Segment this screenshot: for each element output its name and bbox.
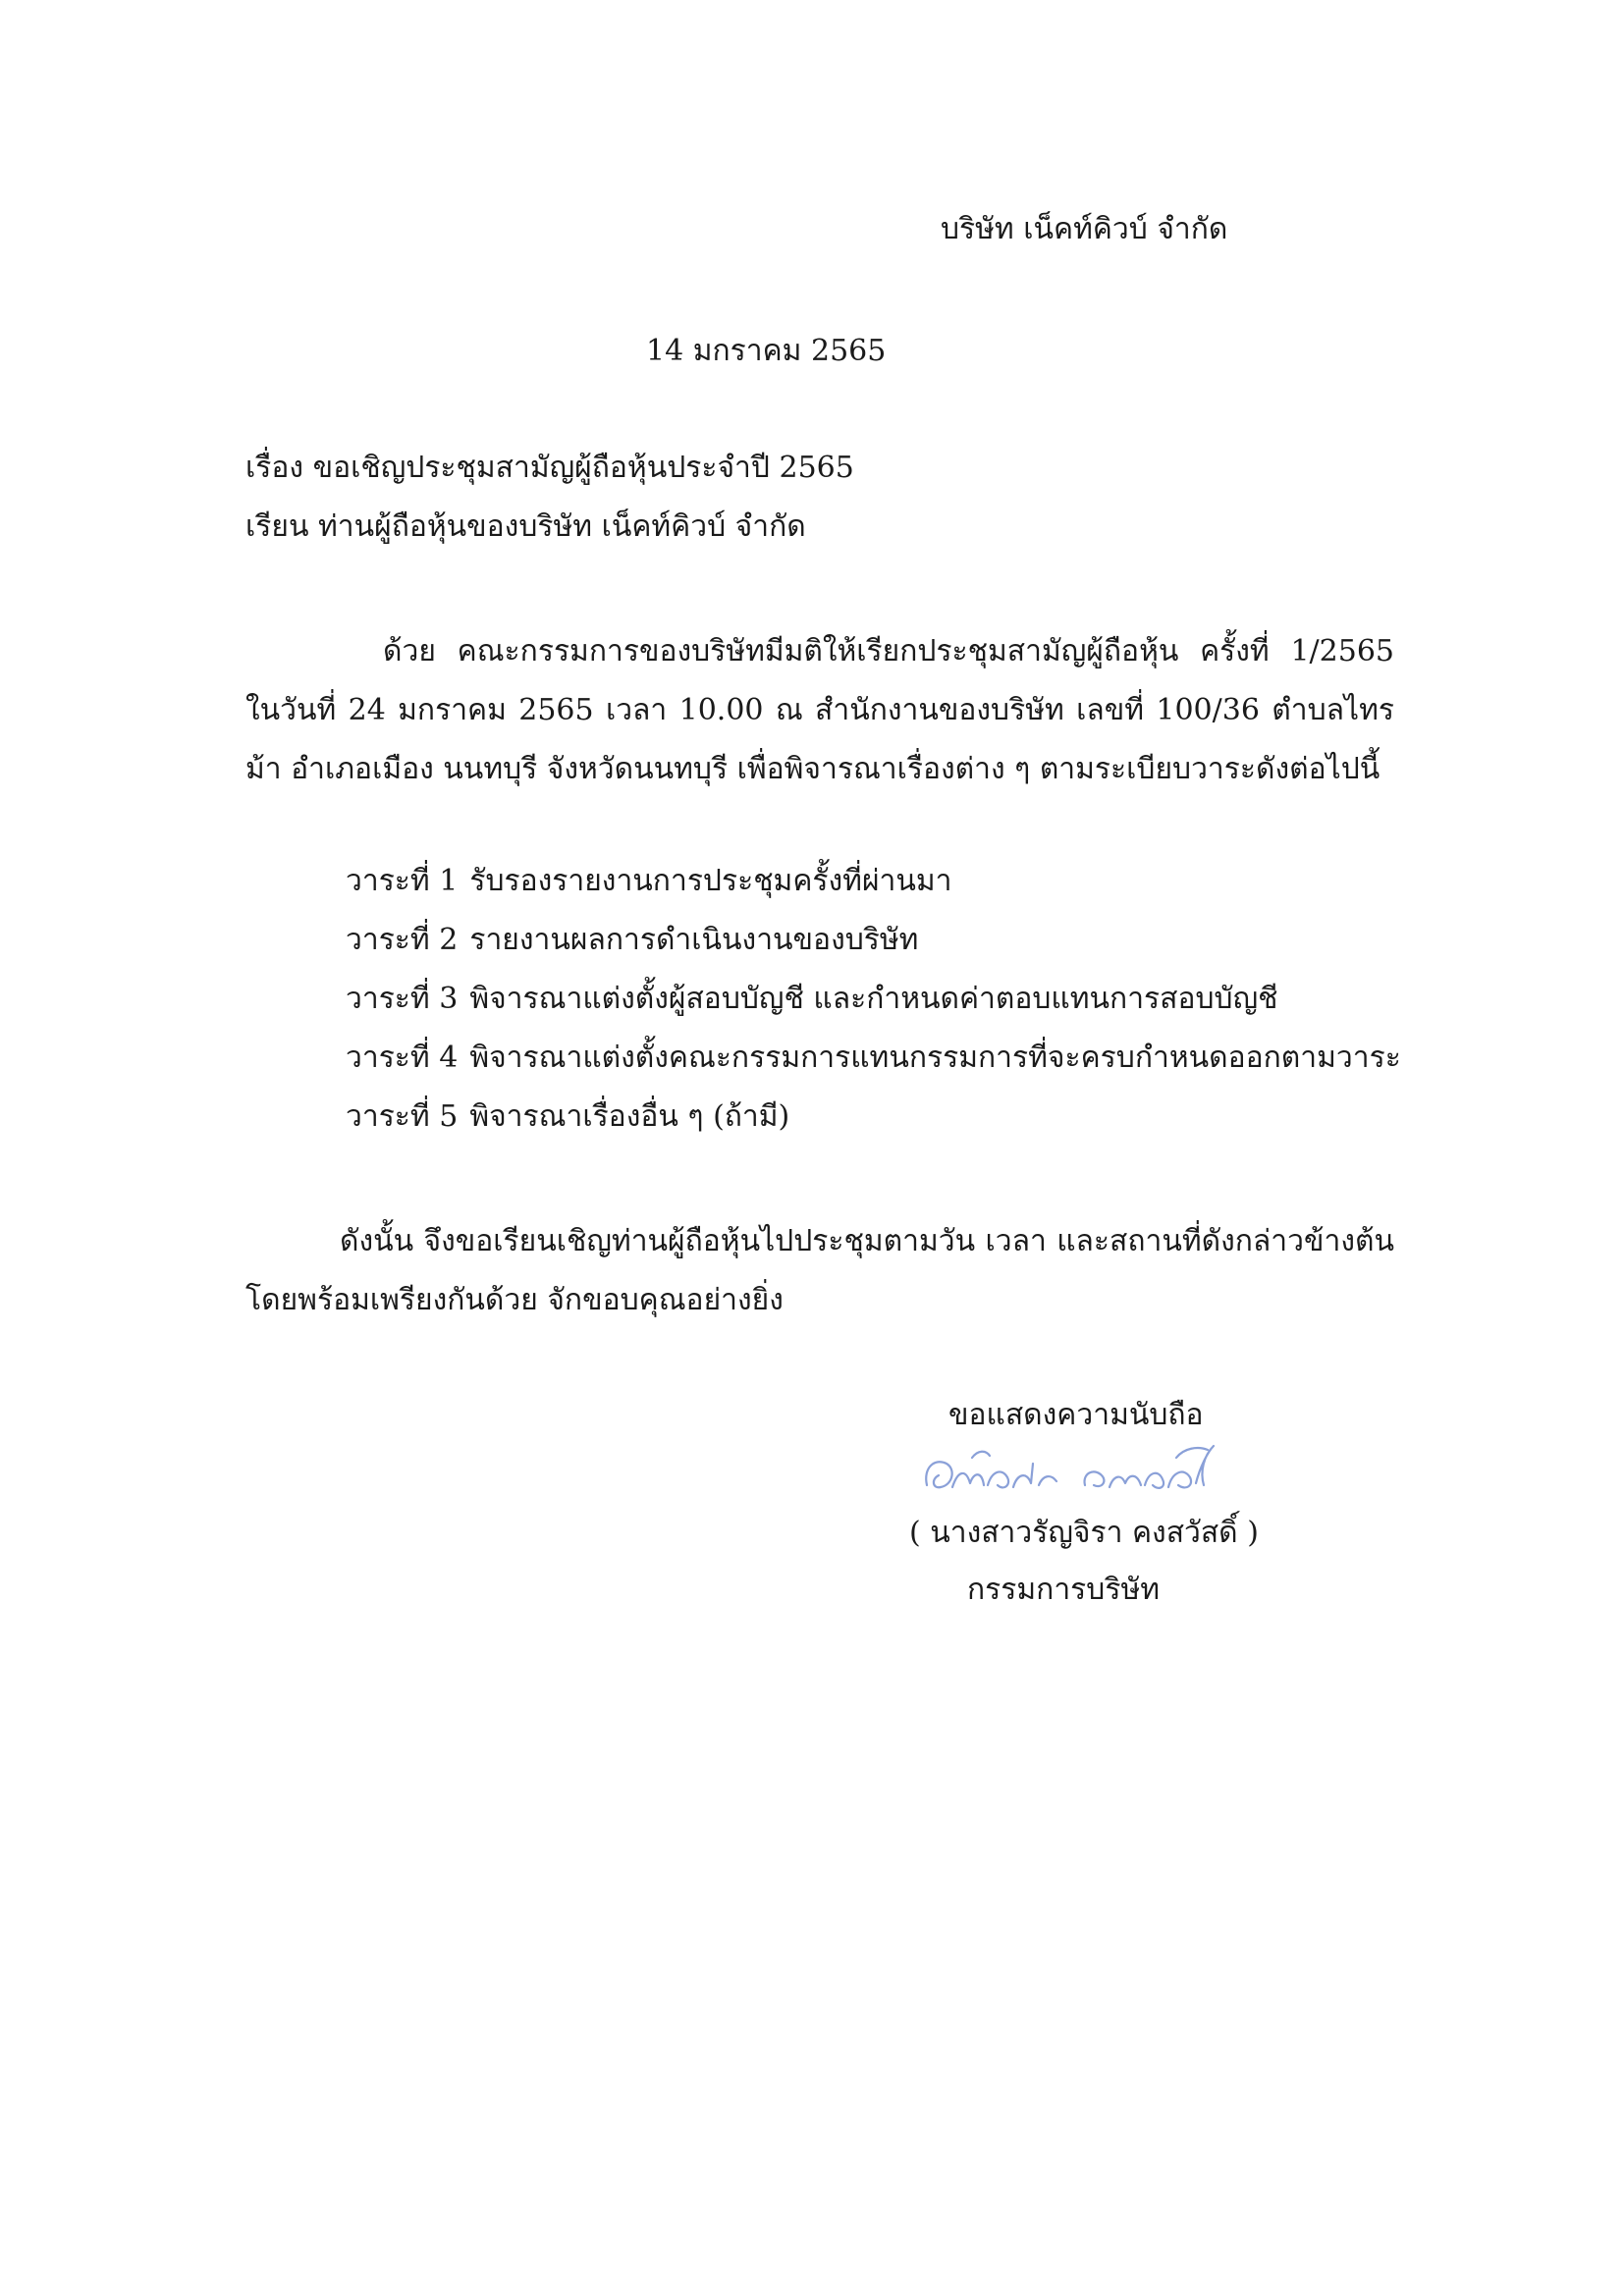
- signer-title: กรรมการบริษัท: [967, 1573, 1160, 1607]
- letter-date: 14 มกราคม 2565: [646, 334, 887, 368]
- agenda-text: พิจารณาแต่งตั้งคณะกรรมการแทนกรรมการที่จะครบกำหนดออกตามวาระ: [469, 1041, 1401, 1075]
- agenda-text: รายงานผลการดำเนินงานของบริษัท: [469, 923, 919, 957]
- agenda-text: รับรองรายงานการประชุมครั้งที่ผ่านมา: [469, 864, 952, 898]
- agenda-item: [346, 1095, 789, 1139]
- agenda-text: พิจารณาเรื่องอื่น ๆ (ถ้ามี): [469, 1099, 790, 1134]
- agenda-item: [346, 978, 1278, 1021]
- handwritten-signature: [913, 1428, 1237, 1517]
- agenda-label: วาระที่ 5: [346, 1099, 459, 1134]
- agenda-item: [346, 919, 918, 962]
- sign-off: ขอแสดงความนับถือ: [948, 1398, 1204, 1432]
- agenda-label: วาระที่ 4: [346, 1041, 459, 1075]
- agenda-label: วาระที่ 2: [346, 923, 459, 957]
- agenda-label: วาระที่ 3: [346, 982, 459, 1016]
- letter-subject: เรื่อง ขอเชิญประชุมสามัญผู้ถือหุ้นประจำปี 2565: [245, 451, 854, 485]
- letter-recipient: เรียน ท่านผู้ถือหุ้นของบริษัท เน็คท์คิวบ์ จำกัด: [245, 509, 806, 544]
- closing-paragraph: ดังนั้น จึงขอเรียนเชิญท่านผู้ถือหุ้นไปประชุมตามวัน เวลา และสถานที่ดังกล่าวข้างต้น โดยพร้อมเพรียงกันด้วย จักขอบคุณอย่างยิ่ง: [245, 1224, 1394, 1317]
- signer-name: ( นางสาวรัญจิรา คงสวัสดิ์ ): [909, 1516, 1259, 1550]
- body-paragraph: ด้วย คณะกรรมการของบริษัทมีมติให้เรียกประชุมสามัญผู้ถือหุ้น ครั้งที่ 1/2565 ในวันที่ 24 มกราคม 2565 เวลา 10.00 ณ สำนักงานของบริษัท เลขที่ 100/36 ตำบลไทรม้า อำเภอเมือง นนทบุรี จังหวัดนนทบุรี เพื่อพิจารณาเรื่องต่าง ๆ ตามระเบียบวาระดังต่อไปนี้: [245, 634, 1394, 786]
- agenda-text: พิจารณาแต่งตั้งผู้สอบบัญชี และกำหนดค่าตอบแทนการสอบบัญชี: [469, 982, 1278, 1016]
- company-header: บริษัท เน็คท์คิวบ์ จำกัด: [941, 212, 1228, 246]
- agenda-item: [346, 1037, 1401, 1080]
- agenda-item: [346, 860, 952, 903]
- agenda-label: วาระที่ 1: [346, 864, 459, 898]
